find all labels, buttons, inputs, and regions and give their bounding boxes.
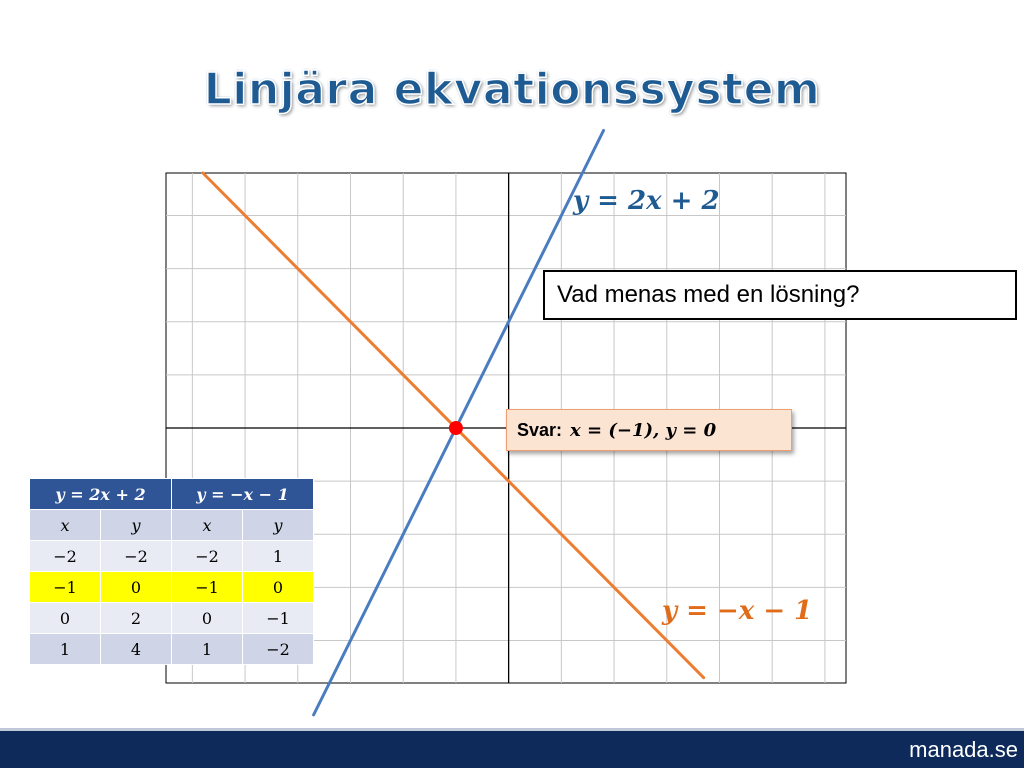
footer-brand: manada.se — [909, 737, 1018, 762]
table-header-cell: y = 2x + 2 — [30, 479, 172, 510]
table-cell: −2 — [101, 541, 172, 572]
table-cell: −1 — [243, 603, 314, 634]
intersection-point — [449, 421, 463, 435]
question-box: Vad menas med en lösning? — [543, 270, 1017, 320]
table-cell: −1 — [30, 572, 101, 603]
table-cell: 1 — [243, 541, 314, 572]
intersection-point-layer — [449, 421, 463, 435]
table-cell: −2 — [243, 634, 314, 665]
table-subheader-cell: x — [30, 510, 101, 541]
table-row — [30, 541, 314, 572]
answer-value: x = (−1), y = 0 — [570, 420, 717, 441]
answer-box — [506, 409, 792, 451]
table-cell: −1 — [172, 572, 243, 603]
table-cell: 1 — [30, 634, 101, 665]
table-cell: −2 — [30, 541, 101, 572]
table-row — [30, 603, 314, 634]
table-cell: 0 — [243, 572, 314, 603]
table-cell: 1 — [172, 634, 243, 665]
table-header-cell: y = −x − 1 — [172, 479, 314, 510]
table-subheader-row — [30, 510, 314, 541]
line-label-blue: y = 2x + 2 — [573, 186, 720, 216]
table-subheader-cell: y — [243, 510, 314, 541]
table-row-highlighted — [30, 572, 314, 603]
table-subheader-cell: y — [101, 510, 172, 541]
table-subheader-cell: x — [172, 510, 243, 541]
table-cell: 0 — [101, 572, 172, 603]
footer-bar — [0, 728, 1024, 768]
value-table — [29, 478, 314, 665]
answer-label: Svar: — [517, 420, 563, 440]
table-cell: 4 — [101, 634, 172, 665]
table-header-row — [30, 479, 314, 510]
slide-title: Linjära ekvationssystem — [203, 64, 821, 115]
line-label-orange: y = −x − 1 — [662, 596, 813, 626]
table-row — [30, 634, 314, 665]
table-cell: 0 — [172, 603, 243, 634]
table-cell: 0 — [30, 603, 101, 634]
table-cell: 2 — [101, 603, 172, 634]
table-cell: −2 — [172, 541, 243, 572]
